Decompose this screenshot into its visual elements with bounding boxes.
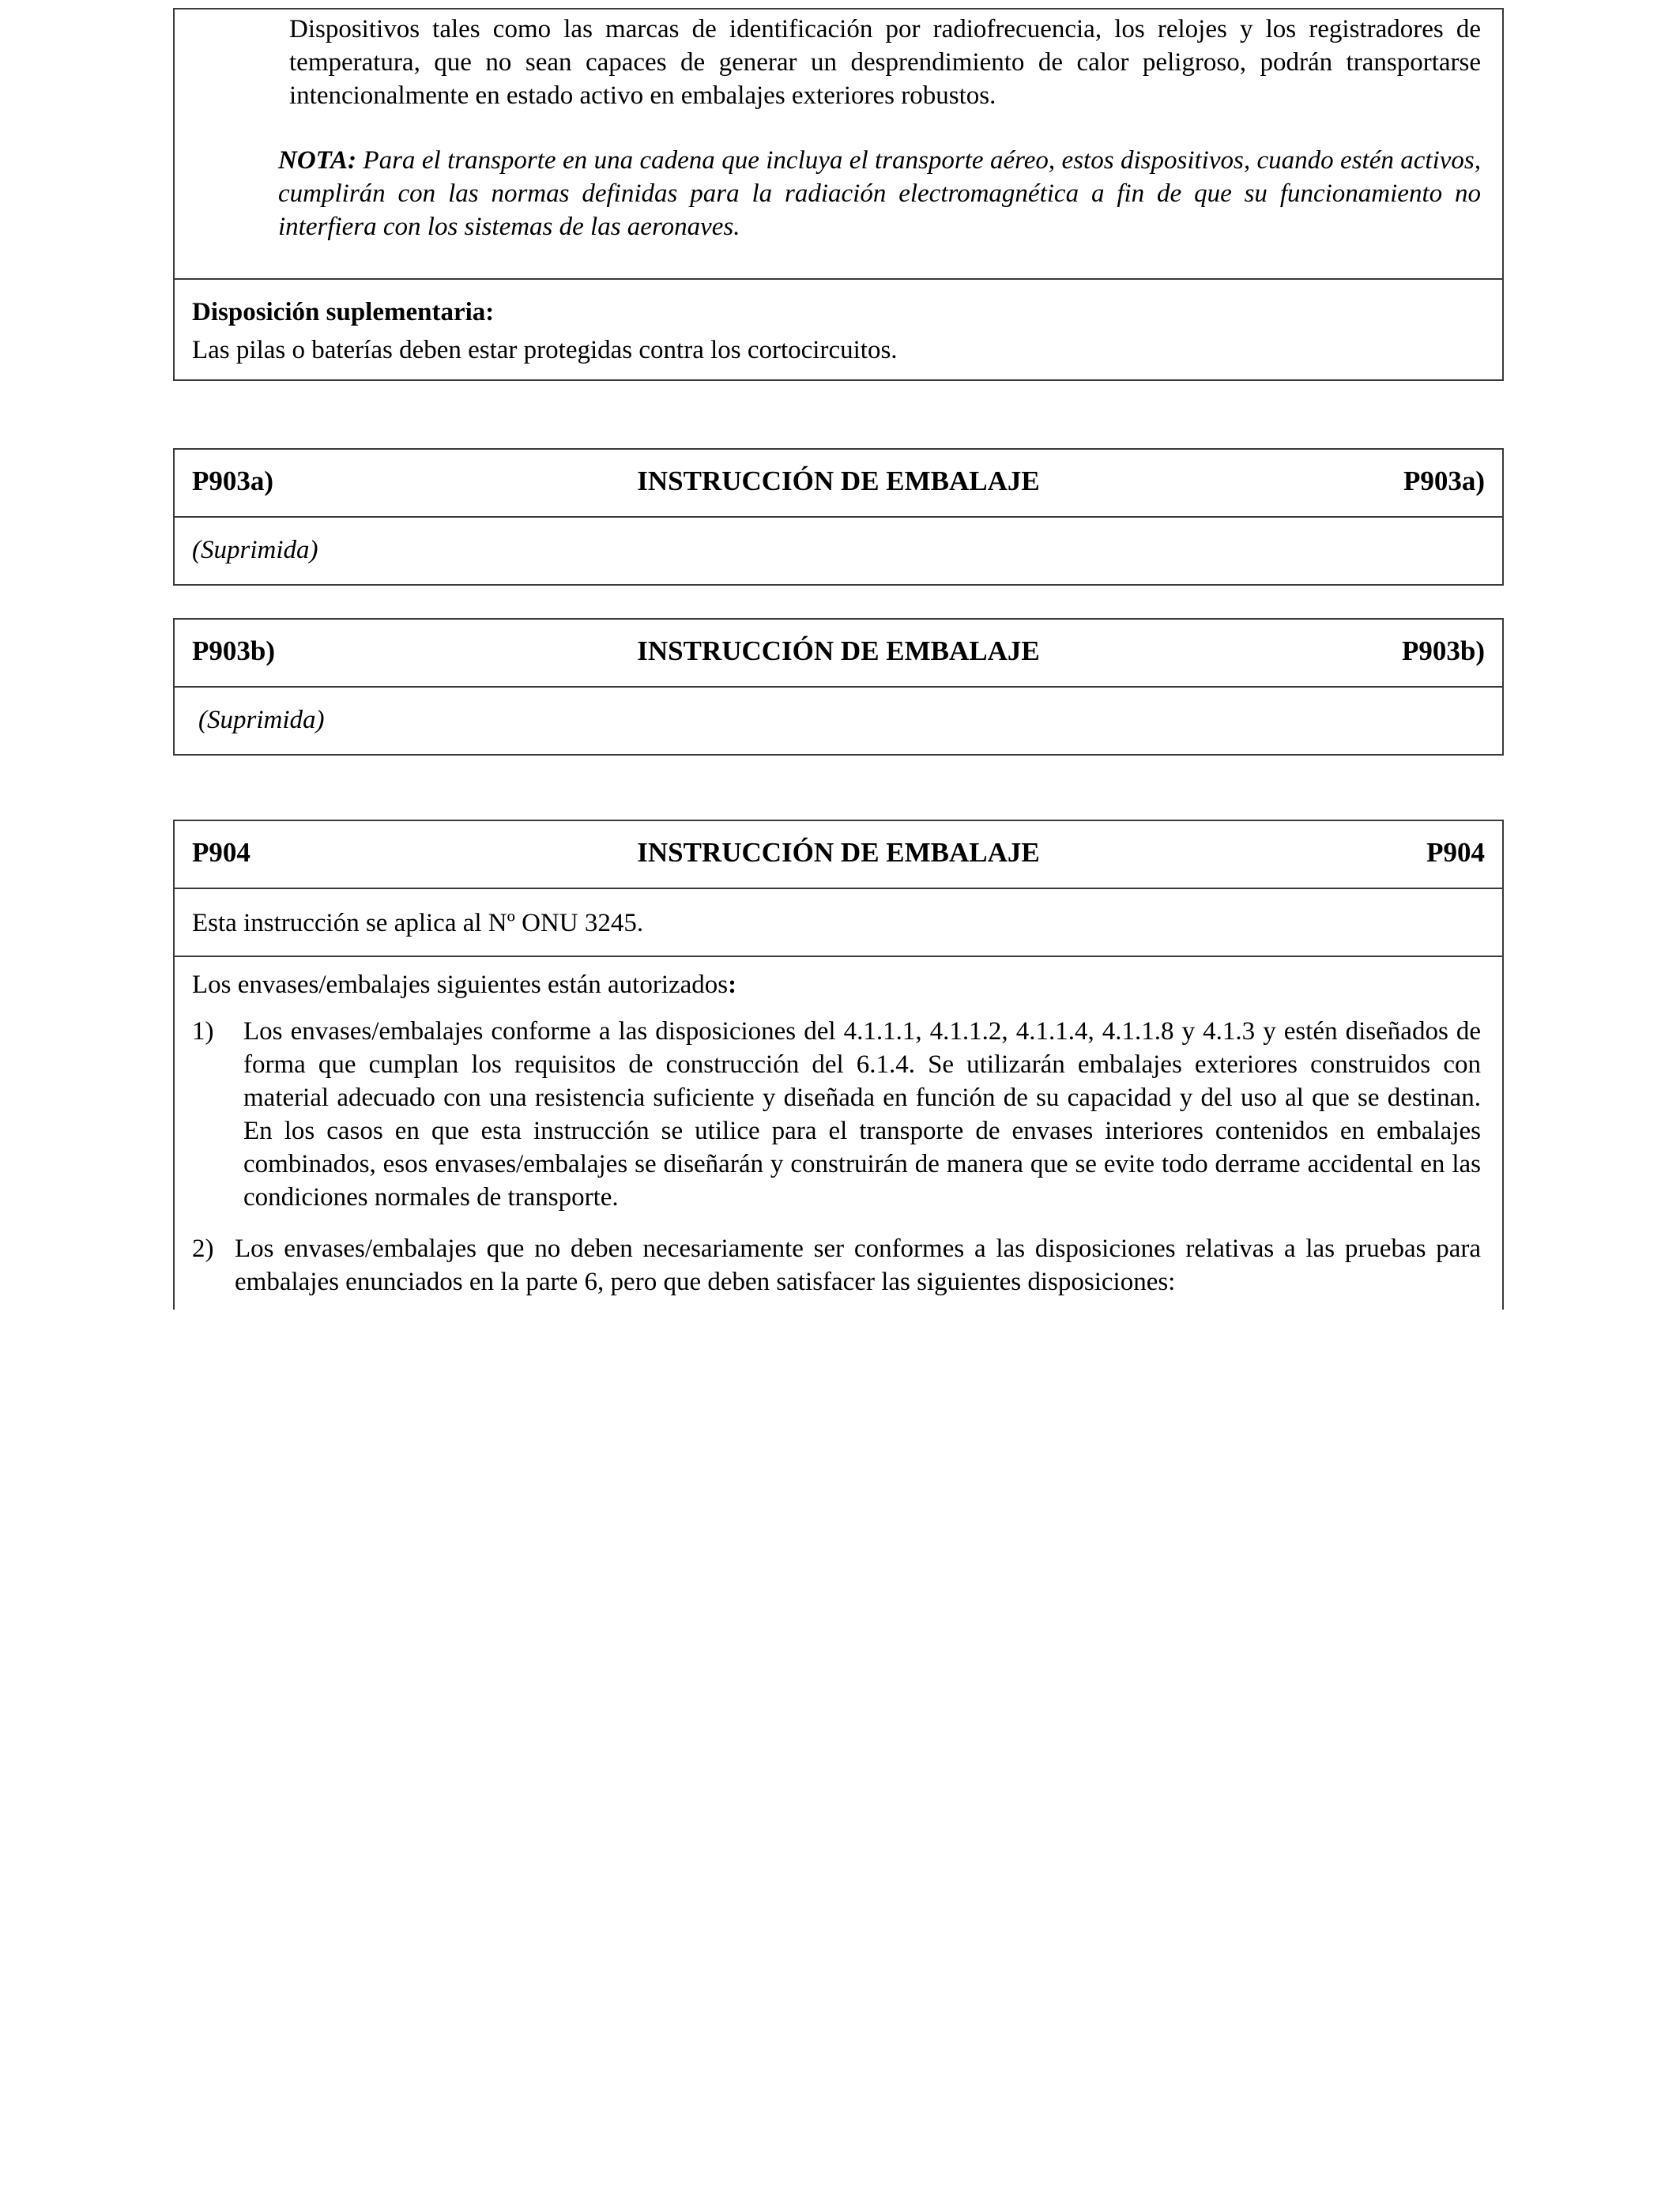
- p903a-body-row: [175, 516, 1502, 584]
- p903a-box: [173, 448, 1504, 586]
- p904-code-left: P904: [192, 837, 250, 868]
- p903b-title: INSTRUCCIÓN DE EMBALAJE: [637, 635, 1040, 666]
- p903b-header: [175, 620, 1502, 686]
- p903b-body: (Suprimida): [198, 706, 325, 734]
- note-label: NOTA:: [278, 146, 356, 175]
- p903a-code-right: P903a): [1403, 466, 1485, 496]
- supplementary-row: [175, 278, 1502, 379]
- p903b-box: [173, 618, 1504, 756]
- p904-authorized-text: Los envases/embalajes siguientes están autorizados: [192, 971, 729, 999]
- devices-paragraph: Dispositivos tales como las marcas de identificación por radiofrecuencia, los relojes y los registradores de temperatura, que no sean capaces de generar un desprendimiento de calor peligroso, podrán transportarse intencionalmente en estado activo en embalajes exteriores robustos.: [289, 15, 1481, 110]
- p904-code-right: P904: [1426, 837, 1485, 868]
- p904-authorized-colon: :: [728, 971, 737, 999]
- top-instruction-box: [173, 8, 1504, 381]
- supplementary-text: Las pilas o baterías deben estar protegidas contra los cortocircuitos.: [192, 336, 898, 364]
- p903a-header: [175, 450, 1502, 516]
- p903b-code-right: P903b): [1402, 635, 1485, 666]
- p904-header: [175, 821, 1502, 888]
- devices-row: [175, 9, 1502, 278]
- note-text: Para el transporte en una cadena que incluya el transporte aéreo, estos dispositivos, cuando estén activos, cumplirán con las normas definidas para la radiación electromagnética a fin de que su funcionamiento no interfiera con los sistemas de las aeronaves.: [278, 146, 1481, 241]
- p904-authorized-line: [192, 968, 736, 1001]
- p903b-body-row: [175, 686, 1502, 754]
- supplementary-heading: Disposición suplementaria:: [192, 298, 495, 326]
- p904-item1-text: Los envases/embalajes conforme a las disposiciones del 4.1.1.1, 4.1.1.2, 4.1.1.4, 4.1.1.8 y 4.1.3 y estén diseñados de forma que cumplan los requisitos de construcción del 6.1.4. Se utilizarán embalajes exteriores construidos con material adecuado con una resistencia suficiente y diseñada en función de su capacidad y del uso al que se destinan. En los casos en que esta instrucción se utilice para el transporte de envases interiores contenidos en embalajes combinados, esos envases/embalajes se diseñarán y construirán de manera que se evite todo derrame accidental en las condiciones normales de transporte.: [243, 1017, 1481, 1212]
- p903a-title: INSTRUCCIÓN DE EMBALAJE: [637, 466, 1040, 496]
- note-paragraph: [278, 144, 1481, 243]
- p904-item2-number: 2): [192, 1235, 214, 1263]
- p904-title: INSTRUCCIÓN DE EMBALAJE: [637, 837, 1040, 868]
- p903b-code-left: P903b): [192, 635, 275, 666]
- p904-applies-row: [175, 888, 1502, 956]
- p904-applies-text: Esta instrucción se aplica al Nº ONU 3245.: [192, 909, 644, 937]
- p904-packagings-row: [175, 956, 1502, 1311]
- p904-item1-number: 1): [192, 1017, 214, 1046]
- p903a-code-left: P903a): [192, 466, 274, 496]
- p903a-body: (Suprimida): [192, 536, 318, 564]
- p904-box: [173, 820, 1504, 1310]
- p904-item2-text: Los envases/embalajes que no deben necesariamente ser conformes a las disposiciones relativas a las pruebas para embalajes enunciados en la parte 6, pero que deben satisfacer las siguientes disposiciones:: [235, 1235, 1481, 1296]
